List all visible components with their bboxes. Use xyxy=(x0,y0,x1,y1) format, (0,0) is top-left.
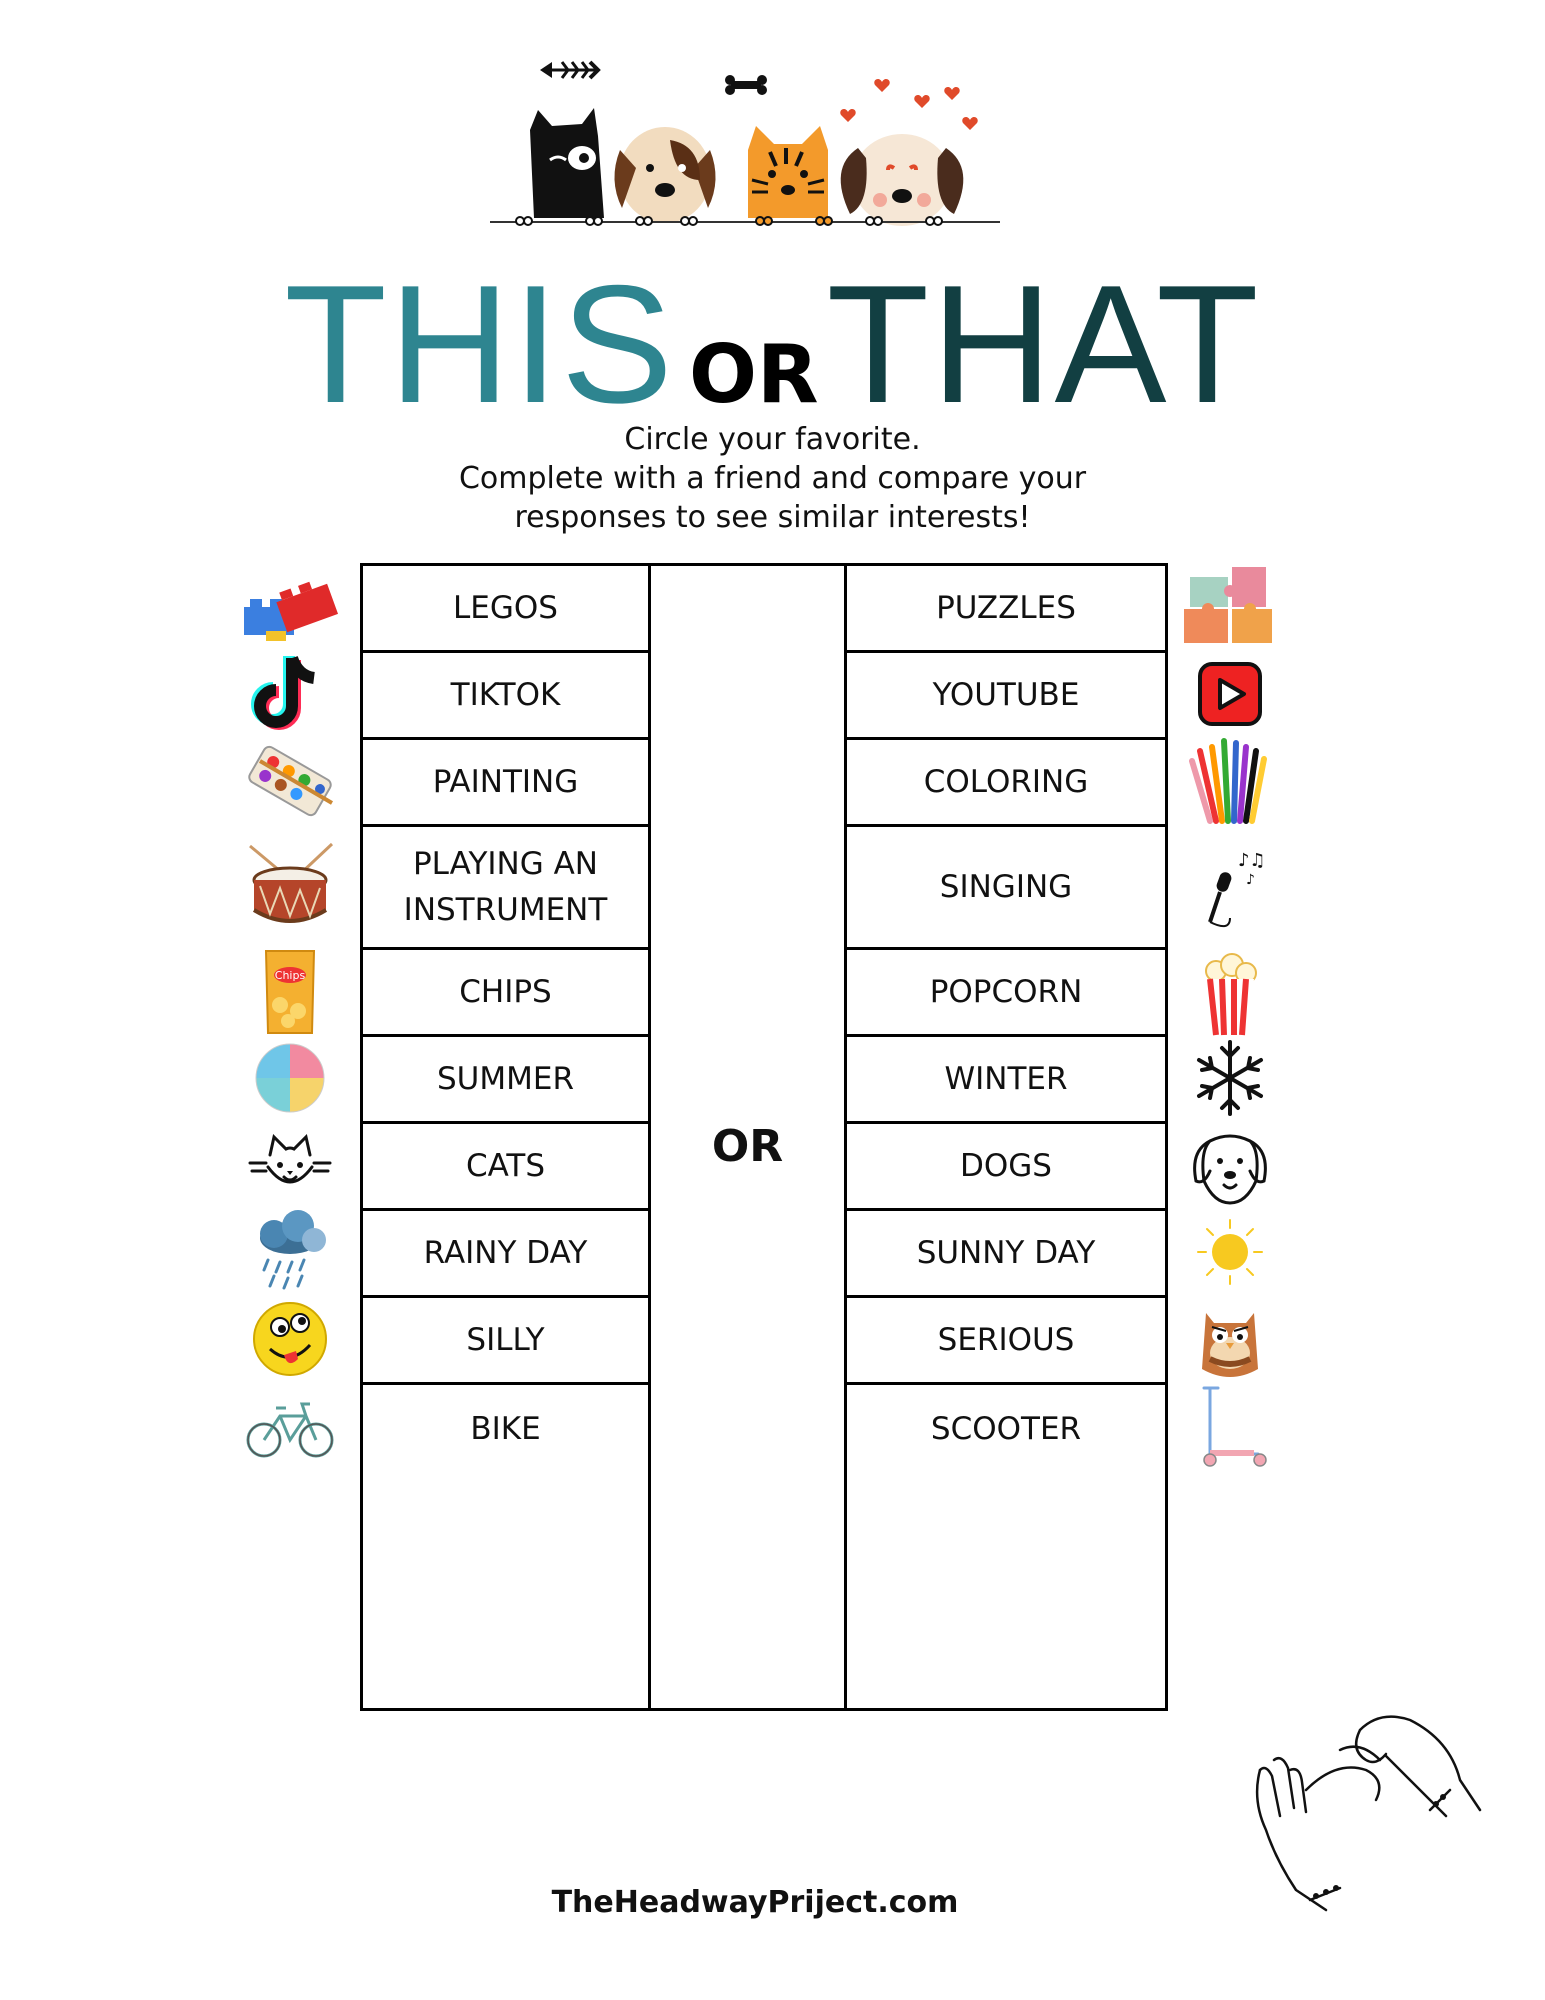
youtube-logo-icon xyxy=(1180,644,1280,744)
right-choice-cell xyxy=(847,827,1165,950)
left-choice-label xyxy=(466,1317,544,1363)
left-choice-label xyxy=(459,969,551,1015)
lego-bricks-icon xyxy=(240,557,340,657)
instruction-line: Complete with a friend and compare your xyxy=(458,461,1087,496)
right-choice-cell xyxy=(847,740,1165,827)
page-title xyxy=(0,248,1545,441)
right-choice-label xyxy=(924,759,1089,805)
svg-text:Chips: Chips xyxy=(274,968,306,982)
svg-text:♪: ♪ xyxy=(1246,871,1255,888)
right-choice-cell xyxy=(847,1298,1165,1385)
tiger-cat-icon xyxy=(748,126,828,218)
right-choice-label xyxy=(933,672,1080,718)
left-choice-cell xyxy=(363,827,648,950)
choice-text-line: RAINY DAY xyxy=(423,1235,588,1271)
right-choice-label xyxy=(938,1317,1075,1363)
left-choice-cell xyxy=(363,1385,648,1472)
left-choice-cell xyxy=(363,950,648,1037)
right-choice-cell xyxy=(847,950,1165,1037)
choice-text-line: COLORING xyxy=(923,764,1089,800)
scooter-icon xyxy=(1180,1376,1280,1476)
right-choice-cell xyxy=(847,1211,1165,1298)
puzzle-pieces-icon xyxy=(1180,557,1280,657)
choice-text-line: SINGING xyxy=(939,869,1073,905)
instructions xyxy=(300,420,1245,537)
pinky-promise-hands-icon xyxy=(1240,1690,1490,1920)
choice-text-line: LEGOS xyxy=(453,590,558,626)
choice-text-line: SERIOUS xyxy=(937,1322,1075,1358)
right-choice-label xyxy=(940,864,1072,910)
bone-icon xyxy=(725,75,767,95)
colored-pencils-icon xyxy=(1180,731,1280,831)
dog-face-icon xyxy=(1180,1115,1280,1215)
left-choice-cell xyxy=(363,1298,648,1385)
title-that: THAT xyxy=(826,250,1261,438)
instruction-line: Circle your favorite. xyxy=(624,422,921,457)
black-cat-icon xyxy=(530,108,604,218)
right-choice-label xyxy=(917,1230,1096,1276)
left-choice-label xyxy=(470,1406,540,1452)
sun-icon xyxy=(1180,1202,1280,1302)
left-choice-label xyxy=(453,585,558,631)
left-choice-cell xyxy=(363,566,648,653)
serious-owl-icon xyxy=(1180,1289,1280,1389)
right-choice-label xyxy=(931,1406,1081,1452)
right-choice-cell xyxy=(847,1037,1165,1124)
floppy-ear-dog-icon xyxy=(841,134,964,226)
left-choice-label xyxy=(437,1056,574,1102)
right-column xyxy=(844,563,1168,1711)
paint-palette-icon xyxy=(240,731,340,831)
left-choice-label xyxy=(451,672,561,718)
drum-icon xyxy=(240,836,340,936)
choice-text-line: PLAYING AN xyxy=(412,846,598,882)
instruction-line: responses to see similar interests! xyxy=(514,500,1031,535)
rain-cloud-icon xyxy=(240,1202,340,1302)
choice-text-line: SUMMER xyxy=(437,1061,574,1097)
beach-ball-icon xyxy=(240,1028,340,1128)
choice-text-line: PUZZLES xyxy=(936,590,1076,626)
choice-text-line: TIKTOK xyxy=(450,677,561,713)
left-choice-cell xyxy=(363,1037,648,1124)
snowflake-icon xyxy=(1180,1028,1280,1128)
left-column xyxy=(360,563,651,1711)
choice-text-line: CATS xyxy=(465,1148,546,1184)
left-choice-cell xyxy=(363,1124,648,1211)
chips-bag-icon xyxy=(240,941,340,1041)
choice-text-line: POPCORN xyxy=(929,974,1083,1010)
cat-face-icon xyxy=(240,1115,340,1215)
choice-text-line: PAINTING xyxy=(432,764,579,800)
left-choice-label xyxy=(404,841,608,933)
title-this: THIS xyxy=(284,250,675,438)
right-choice-label xyxy=(944,1056,1067,1102)
left-choice-label xyxy=(466,1143,545,1189)
left-choice-label xyxy=(433,759,579,805)
right-choice-cell xyxy=(847,1124,1165,1211)
left-choice-cell xyxy=(363,653,648,740)
right-choice-cell xyxy=(847,1385,1165,1472)
right-choice-cell xyxy=(847,566,1165,653)
choice-text-line: BIKE xyxy=(470,1410,541,1447)
choice-text-line: YOUTUBE xyxy=(932,677,1080,713)
choice-text-line: SILLY xyxy=(466,1322,545,1358)
popcorn-icon xyxy=(1180,941,1280,1041)
left-choice-cell xyxy=(363,740,648,827)
right-choice-label xyxy=(930,969,1083,1015)
title-or: OR xyxy=(688,328,819,421)
choice-text-line: CHIPS xyxy=(459,974,552,1010)
silly-face-icon xyxy=(240,1289,340,1389)
choice-text-line: WINTER xyxy=(944,1061,1068,1097)
choice-text-line: SUNNY DAY xyxy=(916,1235,1096,1271)
patched-dog-icon xyxy=(614,127,715,223)
or-label: OR xyxy=(711,1121,784,1172)
choice-text-line: INSTRUMENT xyxy=(403,892,608,928)
middle-column xyxy=(648,563,847,1711)
bicycle-icon xyxy=(240,1376,340,1476)
microphone-icon xyxy=(1180,836,1280,936)
left-choice-label xyxy=(424,1230,588,1276)
left-choice-cell xyxy=(363,1211,648,1298)
choice-text-line: SCOOTER xyxy=(930,1410,1082,1447)
right-choice-label xyxy=(960,1143,1052,1189)
choice-table xyxy=(360,563,1168,1711)
choice-text-line: DOGS xyxy=(960,1148,1052,1184)
website-footer: TheHeadwayPriject.com xyxy=(551,1885,959,1920)
fish-bone-icon xyxy=(540,62,598,78)
svg-text:♪♫: ♪♫ xyxy=(1238,849,1266,871)
tiktok-logo-icon xyxy=(240,644,340,744)
animals-header-illustration xyxy=(490,40,1030,240)
right-choice-cell xyxy=(847,653,1165,740)
right-choice-label xyxy=(936,585,1076,631)
